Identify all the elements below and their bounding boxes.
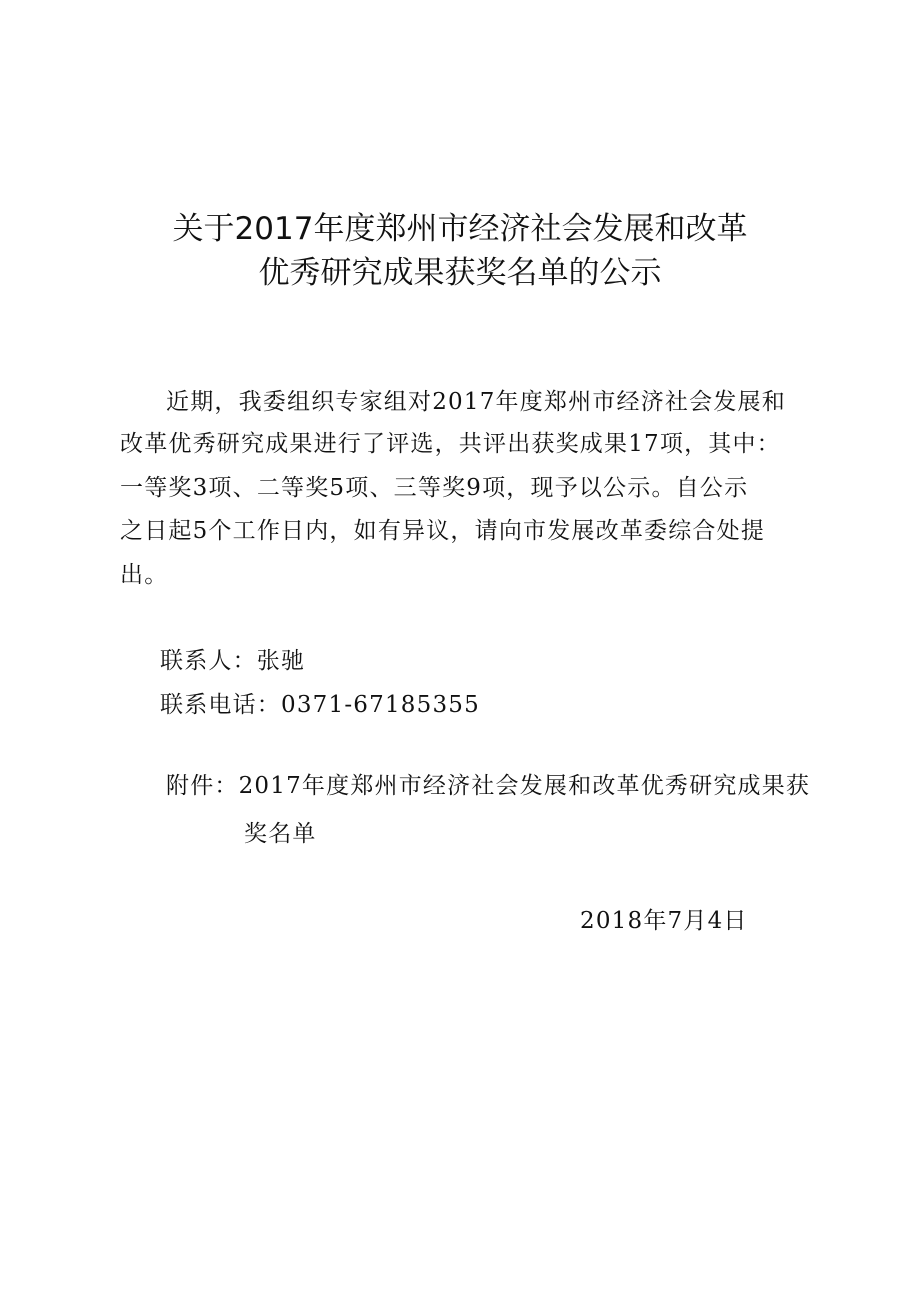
paragraph-line: 出。 (120, 562, 169, 588)
paragraph-line: 之日起5个工作日内，如有异议，请向市发展改革委综合处提 (120, 518, 766, 544)
paragraph-line: 一等奖3项、二等奖5项、三等奖9项，现予以公示。自公示 (120, 475, 749, 501)
attachment-note: 附件：2017年度郑州市经济社会发展和改革优秀研究成果获 (166, 773, 811, 799)
attachment-note-continuation: 奖名单 (244, 821, 317, 847)
paragraph-line: 改革优秀研究成果进行了评选，共评出获奖成果17项，其中： (120, 431, 781, 457)
document-title-line-1: 关于2017年度郑州市经济社会发展和改革 (172, 211, 748, 247)
notice-date: 2018年7月4日 (580, 908, 748, 934)
paragraph-line: 近期，我委组织专家组对2017年度郑州市经济社会发展和 (166, 389, 786, 415)
contact-phone: 联系电话：0371-67185355 (160, 692, 480, 718)
document-title-line-2: 优秀研究成果获奖名单的公示 (258, 255, 662, 291)
contact-person: 联系人：张驰 (160, 648, 306, 674)
